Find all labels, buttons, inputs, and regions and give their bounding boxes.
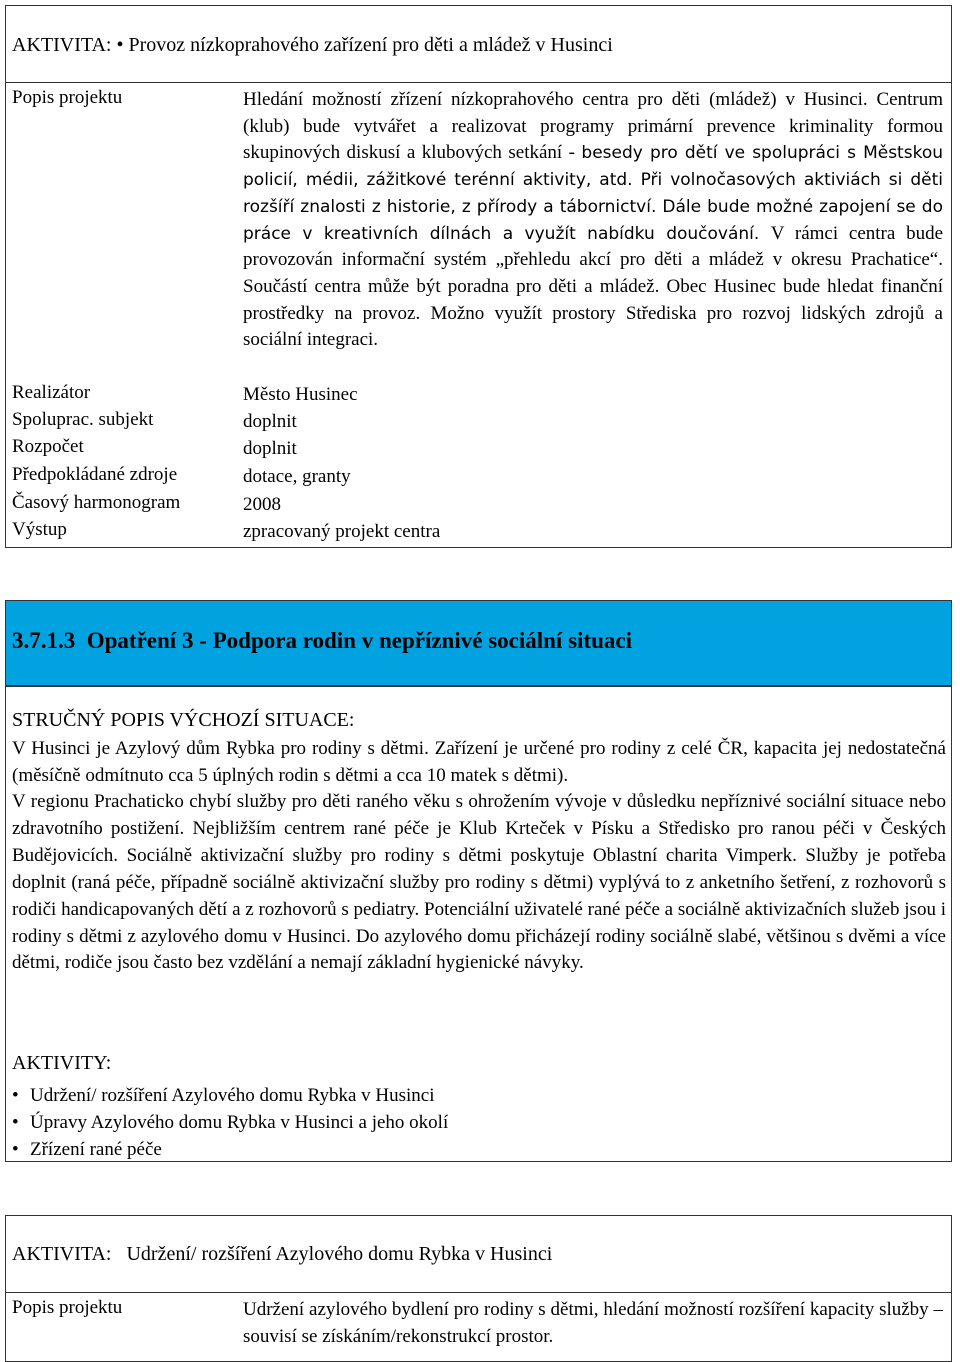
list-item: • Zřízení rané péče: [12, 1136, 448, 1163]
list-item: • Úpravy Azylového domu Rybka v Husinci a jeho okolí: [12, 1109, 448, 1136]
bottom-activity-prefix: AKTIVITA:: [12, 1243, 112, 1265]
situation-paragraph-2: V regionu Prachaticko chybí služby pro děti raného věku s ohrožením vývoje v důsledku nepříznivé sociální situace nebo zdravotního postižení. Nejbližším centrem rané péče je Klub Krteček v Písku a Středisko pro ranou péči v Českých Budějovicích. Sociálně aktivizační služby pro rodiny s dětmi poskytuje Oblastní charita Vimperk. Služby je potřeba doplnit (raná péče, případně sociálně aktivizační služby pro rodiny s dětmi) vyplývá to z anketního šetření, z rozhovorů s rodiči handicapovaných dětí a z rozhovorů s pediatry. Potenciální uživatelé rané péče a sociálně aktivizačních služeb jsou i rodiny s dětmi z azylového domu v Husinci. Do azylového domu přicházejí rodiny sociálně slabé, většinou s dvěmi a více dětmi, rodiče jsou často bez vzdělání a nemají základní hygienické návyky.: [12, 791, 946, 974]
top-activity-title-text: Provoz nízkoprahového zařízení pro děti a mládež v Husinci: [128, 34, 613, 56]
row-label-spoluprac: Spoluprac. subjekt: [12, 409, 154, 430]
bullet-icon: •: [116, 34, 124, 56]
top-activity-title: [12, 34, 613, 57]
popis-part-2: besedy pro dětí ve spolupráci s Městskou policií, médii, zážitkové terénní aktivity, atd.: [243, 143, 943, 191]
row-value-vystup: zpracovaný projekt centra: [243, 521, 441, 542]
row-value-spoluprac: doplnit: [243, 411, 297, 432]
row-label-zdroje: Předpokládané zdroje: [12, 464, 178, 485]
situation-heading: STRUČNÝ POPIS VÝCHOZÍ SITUACE:: [12, 709, 355, 731]
row-label-rozpocet: Rozpočet: [12, 436, 84, 457]
popis-part-4: V rámci centra bude provozován informační systém „přehledu akcí pro děti a mládež v okresu Prachatice“. Součástí centra může být poradna pro děti a mládež. Obec Husinec bude hledat finanční prostředky na provoz. Možno využít prostory Střediska pro rozvoj lidských zdrojů a sociální integraci.: [243, 222, 944, 351]
activities-heading: AKTIVITY:: [12, 1052, 112, 1074]
row-label-popis-bottom: Popis projektu: [12, 1297, 123, 1318]
row-value-realizator: Město Husinec: [243, 384, 358, 405]
section-title-text: Opatření 3 - Podpora rodin v nepříznivé sociální situaci: [86, 628, 632, 653]
activities-list: [12, 1082, 448, 1163]
popis-part-1: Hledání možností zřízení nízkoprahového centra pro děti (mládež) v Husinci. Centrum (klub) bude vytvářet a realizovat programy primární prevence kriminality formou skupinových diskusí a klubových setkání -: [243, 89, 943, 164]
row-value-rozpocet: doplnit: [243, 438, 297, 459]
row-value-zdroje: dotace, granty: [243, 466, 351, 487]
row-label-harmonogram: Časový harmonogram: [12, 492, 181, 513]
popis-part-3: Při volnočasových aktiviách si děti rozšíří znalosti z historie, z přírody a tábornictví. Dále bude možné zapojení se do práce v kreativních dílnách a využít nabídku doučování.: [243, 170, 943, 244]
row-label-popis: Popis projektu: [12, 87, 123, 108]
bottom-activity-title-text: Udržení/ rozšíření Azylového domu Rybka v Husinci: [126, 1243, 553, 1265]
section-title: [12, 628, 632, 654]
bottom-activity-title: [12, 1243, 552, 1266]
situation-paragraph-1: V Husinci je Azylový dům Rybka pro rodiny s dětmi. Zařízení je určené pro rodiny z celé ČR, kapacita jej nedostatečná (měsíčně odmítnuto cca 5 úplných rodin s dětmi a cca 10 matek s dětmi).: [12, 738, 946, 786]
row-value-harmonogram: 2008: [243, 494, 281, 515]
row-value-popis-bottom: Udržení azylového bydlení pro rodiny s dětmi, hledání možností rozšíření kapacity služby – souvisí se získáním/rekonstrukcí prostor.: [243, 1299, 943, 1347]
row-label-realizator: Realizátor: [12, 382, 91, 403]
section-number: 3.7.1.3: [12, 628, 76, 653]
list-item: • Udržení/ rozšíření Azylového domu Rybka v Husinci: [12, 1082, 448, 1109]
row-label-vystup: Výstup: [12, 519, 67, 540]
top-activity-prefix: AKTIVITA:: [12, 34, 112, 56]
row-value-popis: [243, 87, 943, 354]
